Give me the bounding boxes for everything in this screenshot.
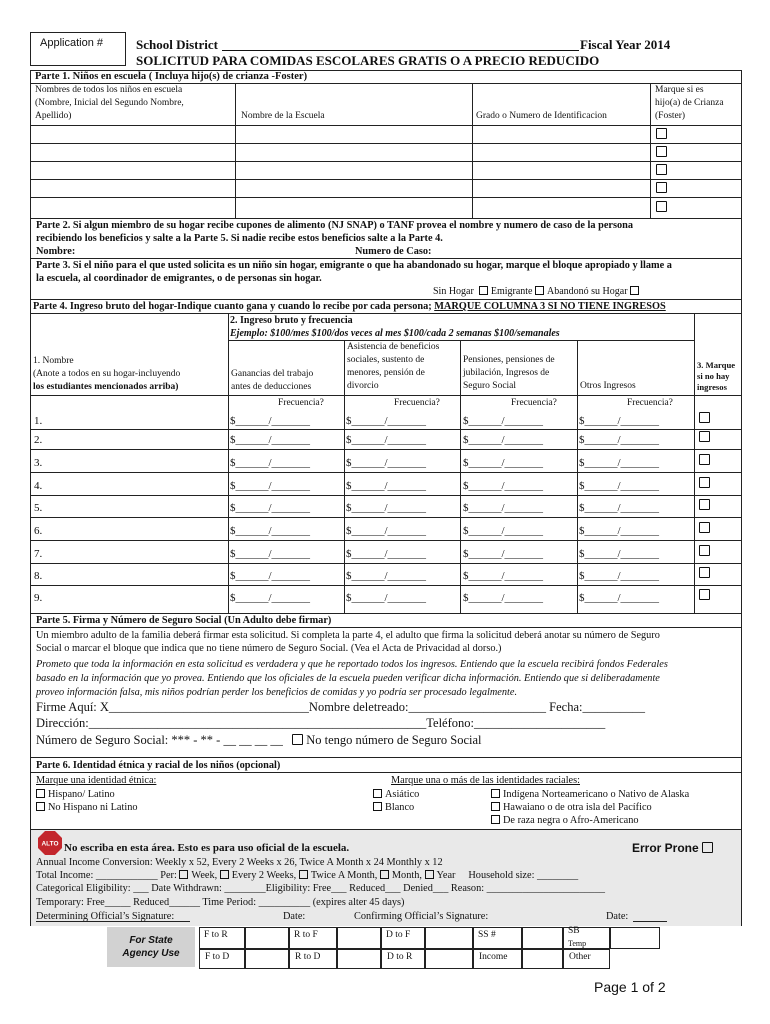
state-grid-label: Temp <box>568 939 587 948</box>
income-amount-field[interactable]: $______/_______ <box>230 548 311 560</box>
race-hawaiian <box>491 801 652 814</box>
race-native <box>491 788 689 801</box>
pension-header-1: Pensiones, pensiones de <box>463 355 555 365</box>
wages-header-1: Ganancias del trabajo <box>231 369 314 379</box>
income-amount-field[interactable]: $______/_______ <box>463 434 544 446</box>
household-size-label: Household size: ________ <box>468 870 579 881</box>
frequency-label: Frecuencia? <box>511 398 557 408</box>
error-prone-checkbox[interactable] <box>702 842 713 853</box>
every2weeks-checkbox[interactable] <box>220 870 229 879</box>
no-ssn-label: No tengo número de Seguro Social <box>306 733 482 747</box>
foster-checkbox-4[interactable] <box>656 182 667 193</box>
stop-sign-icon <box>38 831 62 855</box>
state-grid-cell[interactable] <box>425 927 473 949</box>
migrant-checkbox[interactable] <box>535 286 544 295</box>
other-header: Otros Ingresos <box>580 381 636 391</box>
income-amount-field[interactable]: $______/_______ <box>579 525 660 537</box>
income-amount-field[interactable]: $______/_______ <box>463 502 544 514</box>
confirming-signature-label: Confirming Official’s Signature: <box>354 911 489 922</box>
part6-title: Parte 6. Identidad étnica y racial de los niños (opcional) <box>36 760 281 771</box>
income-amount-field[interactable]: $______/_______ <box>230 434 311 446</box>
error-prone-label <box>632 841 716 855</box>
assist-header-1: Asistencia de beneficios <box>347 342 440 352</box>
asian-label: Asiático <box>385 789 420 800</box>
application-number-label: Application # <box>40 37 103 49</box>
state-grid-label: SS # <box>478 930 496 940</box>
part1-col-grade: Grado o Numero de Identificacion <box>476 111 607 121</box>
ssn-input[interactable]: *** - ** - __ __ __ __ <box>171 733 283 747</box>
income-amount-field[interactable]: $______/_______ <box>230 415 311 427</box>
income-amount-field[interactable]: $______/_______ <box>463 570 544 582</box>
income-amount-field[interactable]: $______/_______ <box>230 480 311 492</box>
state-agency-box <box>107 927 195 967</box>
income-amount-field[interactable]: $______/_______ <box>579 434 660 446</box>
runaway-label: Abandonó su Hogar <box>547 286 628 297</box>
part1-col-foster-3: (Foster) <box>655 111 686 121</box>
office-line3: Categorical Eligibility: ___ Date Withdrawn: ________Eligibility: Free___ Reduced___ Denied___ Reason: _______________________ <box>36 883 606 894</box>
part5-title: Parte 5. Firma y Número de Seguro Social (Un Adulto debe firmar) <box>36 615 332 626</box>
total-income-label: Total Income: ____________ Per: <box>36 870 177 881</box>
part2-line1: Parte 2. Si algun miembro de su hogar recibe cupones de alimento (NJ SNAP) o TANF provea el nombre y numero de caso de la persona <box>36 220 634 231</box>
svg-text:ALTO: ALTO <box>41 840 59 848</box>
native-label: Indígena Norteamericano o Nativo de Alaska <box>503 789 690 800</box>
part5-italic3: proveo información falsa, mis niños podrían perder los beneficios de comidas y yo podría ser procesado legalmente. <box>36 687 518 698</box>
foster-checkbox-3[interactable] <box>656 164 667 175</box>
part4-col1-1: 1. Nombre <box>33 356 74 366</box>
no-income-checkbox[interactable] <box>699 589 710 600</box>
foster-checkbox-2[interactable] <box>656 146 667 157</box>
ethnic-option-nonhispanic <box>36 801 138 814</box>
income-amount-field[interactable]: $______/_______ <box>579 457 660 469</box>
income-amount-field[interactable]: $______/_______ <box>346 415 427 427</box>
state-grid-cell[interactable] <box>610 927 660 949</box>
race-asian <box>373 788 419 801</box>
white-checkbox[interactable] <box>373 802 382 811</box>
income-amount-field[interactable]: $______/_______ <box>346 570 427 582</box>
month-label: Month, <box>391 870 422 881</box>
part4-title-note: MARQUE COLUMNA 3 SI NO TIENE INGRESOS <box>434 301 666 312</box>
part4-title-text: Parte 4. Ingreso bruto del hogar-Indique cuanto gana y cuando lo recibe por cada persona; <box>33 301 435 312</box>
fiscal-year: Fiscal Year 2014 <box>580 37 671 52</box>
no-income-checkbox[interactable] <box>699 431 710 442</box>
income-row-number: 5. <box>34 502 43 514</box>
part1-col-foster-2: hijo(a) de Crianza <box>655 98 724 108</box>
income-amount-field[interactable]: $______/_______ <box>463 480 544 492</box>
frequency-label: Frecuencia? <box>394 398 440 408</box>
part2-case-label: Numero de Caso: <box>355 246 432 257</box>
pension-header-3: Seguro Social <box>463 381 517 391</box>
state-grid-cell[interactable] <box>522 949 563 969</box>
state-grid-label: Income <box>479 952 508 962</box>
year-label: Year <box>436 870 456 881</box>
income-amount-field[interactable]: $______/_______ <box>230 525 311 537</box>
income-amount-field[interactable]: $______/_______ <box>346 548 427 560</box>
twicemonth-checkbox[interactable] <box>299 870 308 879</box>
part5-line2: Social o marcar el bloque que indica que no tiene número de Seguro Social. (Vea el Acta de Privacidad al dorso.) <box>36 643 502 654</box>
no-ssn-checkbox[interactable] <box>292 734 303 745</box>
frequency-label: Frecuencia? <box>627 398 673 408</box>
hispanic-checkbox[interactable] <box>36 789 45 798</box>
month-checkbox[interactable] <box>380 870 389 879</box>
homeless-checkbox[interactable] <box>479 286 488 295</box>
black-checkbox[interactable] <box>491 815 500 824</box>
native-checkbox[interactable] <box>491 789 500 798</box>
income-amount-field[interactable]: $______/_______ <box>463 415 544 427</box>
no-income-checkbox[interactable] <box>699 545 710 556</box>
part4-title <box>33 300 666 313</box>
ethnic-label: Marque una identidad étnica: <box>36 775 157 786</box>
state-grid-label: SB <box>568 926 580 936</box>
state-use-line1: For State <box>129 935 173 946</box>
part3-options <box>433 285 642 298</box>
part4-example: Ejemplo: $100/mes $100/dos veces al mes $100/cada 2 semanas $100/semanales <box>230 328 560 339</box>
no-income-checkbox[interactable] <box>699 522 710 533</box>
ssn-row <box>36 733 482 748</box>
income-amount-field[interactable]: $______/_______ <box>230 457 311 469</box>
white-label: Blanco <box>385 802 415 813</box>
no-income-checkbox[interactable] <box>699 412 710 423</box>
income-amount-field[interactable]: $______/_______ <box>346 434 427 446</box>
income-amount-field[interactable]: $______/_______ <box>463 592 544 604</box>
year-checkbox[interactable] <box>425 870 434 879</box>
pension-header-2: jubilación, Ingresos de <box>463 368 550 378</box>
state-grid-label: D to F <box>386 930 411 940</box>
state-grid-label: F to R <box>204 930 228 940</box>
income-row-number: 8. <box>34 570 43 582</box>
racial-label: Marque una o más de las identidades raciales: <box>391 775 580 786</box>
state-grid-cell[interactable] <box>337 927 381 949</box>
part1-col-name-1: Nombres de todos los niños en escuela <box>35 85 183 95</box>
page-number: Page 1 of 2 <box>594 979 666 995</box>
part1-col-name-3: Apellido) <box>35 111 72 121</box>
income-row-number: 4. <box>34 480 43 492</box>
income-amount-field[interactable]: $______/_______ <box>346 592 427 604</box>
part5-italic1: Prometo que toda la información en esta solicitud es verdadera y que he reportado todos los ingresos. Entiendo que la escuela recibirá fondos Federales <box>36 659 668 670</box>
part1-col-foster-1: Marque si es <box>655 85 704 95</box>
every2weeks-label: Every 2 Weeks, <box>231 870 297 881</box>
race-white <box>373 801 414 814</box>
address-line[interactable]: Dirección:______________________________________________________Teléfono:_____________________ <box>36 716 606 730</box>
homeless-label: Sin Hogar <box>433 286 474 297</box>
twicemonth-label: Twice A Month, <box>310 870 378 881</box>
income-amount-field[interactable]: $______/_______ <box>230 502 311 514</box>
week-checkbox[interactable] <box>179 870 188 879</box>
income-row-number: 3. <box>34 457 43 469</box>
runaway-checkbox[interactable] <box>630 286 639 295</box>
assist-header-4: divorcio <box>347 381 379 391</box>
signature-line[interactable]: Firme Aquí: X________________________________Nombre deletreado:______________________ Fecha:__________ <box>36 700 645 714</box>
income-row-number: 9. <box>34 592 43 604</box>
office-notice: No escriba en esta área. Esto es para uso oficial de la escuela. <box>64 842 350 854</box>
state-grid-label: R to D <box>295 952 321 962</box>
foster-checkbox-5[interactable] <box>656 201 667 212</box>
hawaiian-checkbox[interactable] <box>491 802 500 811</box>
income-amount-field[interactable]: $______/_______ <box>579 502 660 514</box>
race-black <box>491 814 639 827</box>
income-amount-field[interactable]: $______/_______ <box>579 415 660 427</box>
part1-col-school: Nombre de la Escuela <box>241 111 325 121</box>
wages-header-2: antes de deducciones <box>231 382 312 392</box>
nonhispanic-label: No Hispano ni Latino <box>48 802 138 813</box>
income-amount-field[interactable]: $______/_______ <box>346 480 427 492</box>
state-grid-label: F to D <box>205 952 230 962</box>
state-grid-cell[interactable] <box>245 949 289 969</box>
state-grid-label: R to F <box>294 930 318 940</box>
no-income-checkbox[interactable] <box>699 567 710 578</box>
office-line2 <box>36 869 578 882</box>
state-grid-cell[interactable] <box>425 949 473 969</box>
income-amount-field[interactable]: $______/_______ <box>346 457 427 469</box>
state-grid-label: D to R <box>387 952 413 962</box>
assist-header-3: menores, pensión de <box>347 368 425 378</box>
income-amount-field[interactable]: $______/_______ <box>579 570 660 582</box>
hawaiian-label: Hawaiano o de otra isla del Pacífico <box>503 802 652 813</box>
income-row-number: 1. <box>34 415 43 427</box>
income-row-number: 6. <box>34 525 43 537</box>
income-amount-field[interactable]: $______/_______ <box>463 457 544 469</box>
income-amount-field[interactable]: $______/_______ <box>230 570 311 582</box>
income-amount-field[interactable]: $______/_______ <box>346 502 427 514</box>
col3-header-1: 3. Marque <box>697 360 736 370</box>
income-amount-field[interactable]: $______/_______ <box>230 592 311 604</box>
part1-title: Parte 1. Niños en escuela ( Incluya hijo(s) de crianza -Foster) <box>35 71 308 82</box>
no-income-checkbox[interactable] <box>699 477 710 488</box>
nonhispanic-checkbox[interactable] <box>36 802 45 811</box>
no-income-checkbox[interactable] <box>699 499 710 510</box>
state-grid-cell[interactable] <box>522 927 563 949</box>
income-row-number: 2. <box>34 434 43 446</box>
part2-name-label: Nombre: <box>36 246 76 257</box>
ethnic-option-hispanic <box>36 788 115 801</box>
page-title: SOLICITUD PARA COMIDAS ESCOLARES GRATIS O A PRECIO REDUCIDO <box>136 53 600 68</box>
income-amount-field[interactable]: $______/_______ <box>463 548 544 560</box>
part4-col1-2: (Anote a todos en su hogar-incluyendo <box>33 369 181 379</box>
determining-date-label: Date: <box>283 911 306 922</box>
part4-col2-title: 2. Ingreso bruto y frecuencia <box>230 315 353 326</box>
part3-line2: la escuela, al coordinador de emigrantes, o de personas sin hogar. <box>36 273 322 284</box>
error-prone-text: Error Prone <box>632 841 699 855</box>
hispanic-label: Hispano/ Latino <box>48 789 115 800</box>
office-line4: Temporary: Free_____ Reduced______ Time Period: __________ (expires alter 45 days) <box>36 897 405 908</box>
foster-checkbox-1[interactable] <box>656 128 667 139</box>
confirming-date-label: Date: <box>606 911 629 922</box>
asian-checkbox[interactable] <box>373 789 382 798</box>
determining-signature-label: Determining Official’s Signature: <box>36 911 175 922</box>
income-amount-field[interactable]: $______/_______ <box>579 480 660 492</box>
ssn-label: Número de Seguro Social: <box>36 733 169 747</box>
state-use-line2: Agency Use <box>122 948 180 959</box>
no-income-checkbox[interactable] <box>699 454 710 465</box>
week-label: Week, <box>191 870 218 881</box>
black-label: De raza negra o Afro-Americano <box>503 815 639 826</box>
income-row-number: 7. <box>34 548 43 560</box>
part3-line1: Parte 3. Si el niño para el que usted solicita es un niño sin hogar, emigrante o que ha abandonado su hogar, marque el bloque apropiado y llame a <box>36 260 672 271</box>
col3-header-2: si no hay <box>697 371 730 381</box>
state-grid-cell[interactable] <box>337 949 381 969</box>
income-amount-field[interactable]: $______/_______ <box>579 592 660 604</box>
state-grid-cell[interactable] <box>245 927 289 949</box>
office-line1: Annual Income Conversion: Weekly x 52, Every 2 Weeks x 26, Twice A Month x 24 Monthly x 12 <box>36 857 443 868</box>
part2-line2: recibiendo los beneficios y salte a la Parte 5. Si nadie recibe estos beneficios salte a la Parte 4. <box>36 233 443 244</box>
school-district-label: School District <box>136 37 218 52</box>
state-grid-label: Other <box>569 952 591 962</box>
frequency-label: Frecuencia? <box>278 398 324 408</box>
part1-col-name-2: (Nombre, Inicial del Segundo Nombre, <box>35 98 184 108</box>
assist-header-2: sociales, sustento de <box>347 355 425 365</box>
school-district-line[interactable] <box>222 50 579 51</box>
income-amount-field[interactable]: $______/_______ <box>346 525 427 537</box>
col3-header-3: ingresos <box>697 382 727 392</box>
part5-line1: Un miembro adulto de la familia deberá firmar esta solicitud. Si completa la parte 4, el adulto que firma la solicitud deberá anotar su número de Seguro <box>36 630 660 641</box>
income-amount-field[interactable]: $______/_______ <box>463 525 544 537</box>
part4-col1-3: los estudiantes mencionados arriba) <box>33 382 179 392</box>
part5-italic2: basado en la información que yo provea. Entiendo que los oficiales de la escuela pueden verificar dicha información. Entiendo que si deliberadamente <box>36 673 660 684</box>
migrant-label: Emigrante <box>490 286 533 297</box>
income-amount-field[interactable]: $______/_______ <box>579 548 660 560</box>
